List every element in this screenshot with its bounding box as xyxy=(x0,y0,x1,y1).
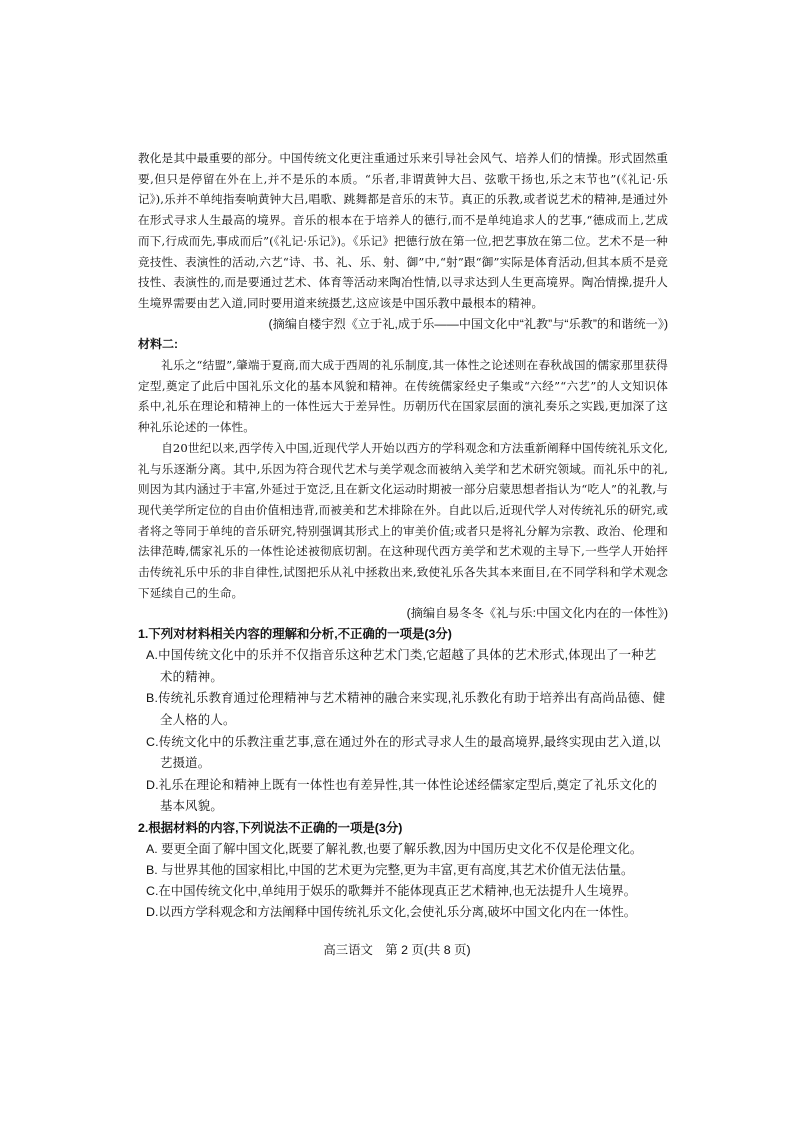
page-content xyxy=(138,148,668,923)
material2-para2: 自20世纪以来,西学传入中国,近现代学人开始以西方的学科观念和方法重新阐释中国传统礼乐文化,礼与乐逐渐分离。其中,乐因为符合现代艺术与美学观念而被纳入美学和艺术研究领域。而礼乐中的礼,则因为其内涵过于丰富,外延过于宽泛,且在新文化运动时期被一部分启蒙思想者指认为“吃人”的礼教,与现代美学所定位的自由价值相违背,而被美和艺术排除在外。自此以后,近现代学人对传统礼乐的研究,或者将之等同于单纯的音乐研究,特别强调其形式上的审美价值;或者只是将礼分解为宗教、政治、伦理和法律范畴,儒家礼乐的一体性论述被彻底切割。在这种现代西方美学和艺术观的主导下,一些学人开始抨击传统礼乐中乐的非自律性,试图把乐从礼中拯救出来,致使礼乐各失其本来面目,在不同学科和学术观念下延续自己的生命。 xyxy=(138,440,668,600)
question1-stem: 1.下列对材料相关内容的理解和分析,不正确的一项是(3分) xyxy=(138,627,452,642)
page-footer: 高三语文 第 2 页(共 8 页) xyxy=(323,943,471,957)
question2-option-a: A. 要更全面了解中国文化,既要了解礼教,也要了解乐教,因为中国历史文化不仅是伦理文化。 xyxy=(146,841,643,856)
question1-option-a: A.中国传统文化中的乐并不仅指音乐这种艺术门类,它超越了具体的艺术形式,体现出了一种艺术的精神。 xyxy=(146,648,657,684)
material2-para1: 礼乐之“结盟”,肇端于夏商,而大成于西周的礼乐制度,其一体性之论述则在春秋战国的儒家那里获得定型,奠定了此后中国礼乐文化的基本风貌和精神。在传统儒家经史子集或“六经”“六艺”的人文知识体系中,礼乐在理论和精神上的一体性远大于差异性。历朝历代在国家层面的演礼奏乐之实践,更加深了这种礼乐论述的一体性。 xyxy=(138,358,668,435)
passage1-text: 教化是其中最重要的部分。中国传统文化更注重通过乐来引导社会风气、培养人们的情操。形式固然重要,但只是停留在外在上,并不是乐的本质。“乐者,非谓黄钟大吕、弦歌干扬也,乐之末节也”(《礼记·乐记》),乐并不单纯指奏响黄钟大吕,唱歌、跳舞都是音乐的末节。真正的乐教,或者说艺术的精神,是通过外在形式寻求人生最高的境界。音乐的根本在于培养人的德行,而不是单纯追求人的艺事,“德成而上,艺成而下,行成而先,事成而后”(《礼记·乐记》)。《乐记》把德行放在第一位,把艺事放在第二位。艺术不是一种竞技性、表演性的活动,六艺“诗、书、礼、乐、射、御”中,“射”跟“御”实际是体育活动,但其本质不是竞技性、表演性的,而是要通过艺术、体育等活动来陶冶性情,以寻求达到人生更高境界。陶冶情操,提升人生境界需要由艺入道,同时要用道来统摄艺,这应该是中国乐教中最根本的精神。 xyxy=(138,151,668,310)
question2-stem: 2.根据材料的内容,下列说法不正确的一项是(3分) xyxy=(138,820,403,835)
question2-option-b: B. 与世界其他的国家相比,中国的艺术更为完整,更为丰富,更有高度,其艺术价值无法估量。 xyxy=(146,862,634,877)
passage1-source: (摘编自楼宇烈《立于礼,成于乐——中国文化中“礼教”与“乐教”的和谐统一》) xyxy=(268,316,668,331)
question2-option-d: D.以西方学科观念和方法阐释中国传统礼乐文化,会使礼乐分离,破坏中国文化内在一体性。 xyxy=(146,904,637,919)
material2-label: 材料二: xyxy=(138,337,178,352)
question1-option-c: C.传统文化中的乐教注重艺事,意在通过外在的形式寻求人生的最高境界,最终实现由艺入道,以艺摄道。 xyxy=(146,734,661,771)
question1-option-d: D.礼乐在理论和精神上既有一体性也有差异性,其一体性论述经儒家定型后,奠定了礼乐文化的基本风貌。 xyxy=(146,777,658,814)
question1-option-b: B.传统礼乐教育通过伦理精神与艺术精神的融合来实现,礼乐教化有助于培养出有高尚品德、健全人格的人。 xyxy=(146,691,666,727)
material2-source: (摘编自易冬冬《礼与乐:中国文化内在的一体性》) xyxy=(406,606,668,621)
question2-option-c: C.在中国传统文化中,单纯用于娱乐的歌舞并不能体现真正艺术精神,也无法提升人生境界。 xyxy=(146,883,637,898)
